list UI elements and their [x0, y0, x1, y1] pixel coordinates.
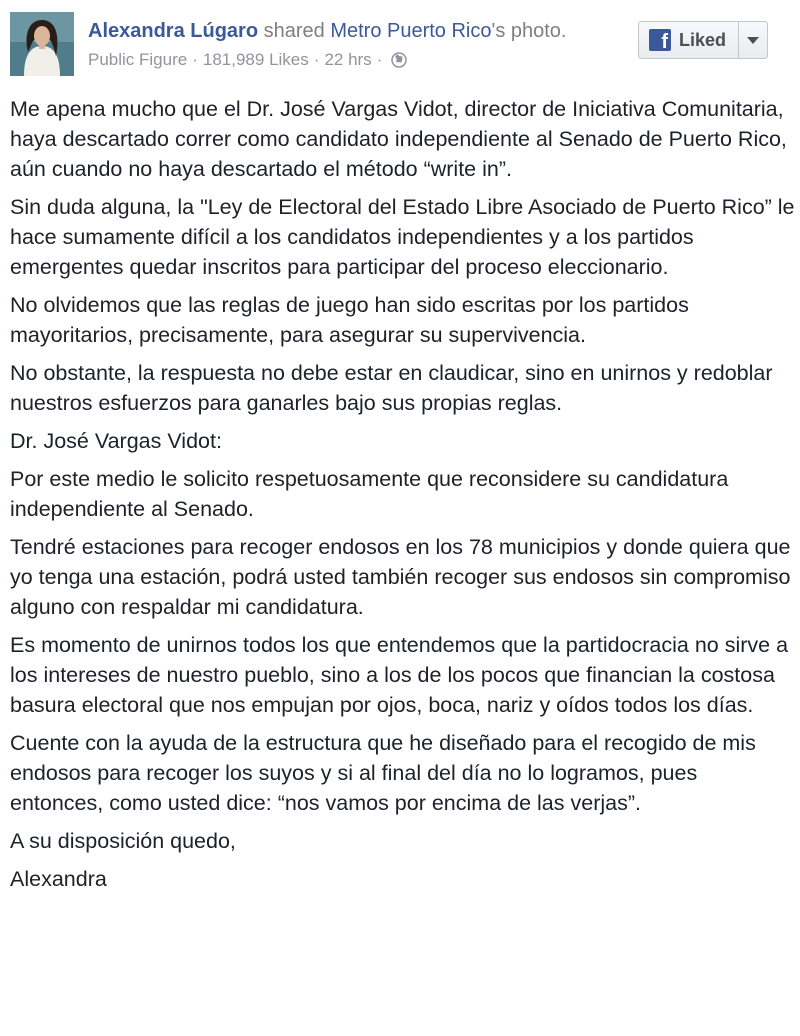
liked-button-group: [638, 21, 768, 59]
post-body: [10, 94, 795, 902]
meta-separator: ·: [376, 50, 383, 69]
post-paragraph: A su disposición quedo,: [10, 829, 236, 853]
like-options-dropdown[interactable]: [738, 22, 767, 58]
page-likes-count[interactable]: 181,989 Likes: [202, 50, 309, 69]
post-paragraph: Cuente con la ayuda de la estructura que he diseñado para el recogido de mis endosos para recoger los suyos y si al final del día no lo logramos, pues entonces, como usted dice: “nos vamos por encima de las verjas”.: [10, 731, 756, 815]
post-timestamp[interactable]: 22 hrs: [324, 50, 372, 69]
meta-separator: ·: [192, 50, 198, 69]
profile-photo: [10, 12, 74, 76]
post-header: [0, 0, 800, 86]
chevron-down-icon: [747, 37, 759, 44]
post-paragraph: No obstante, la respuesta no debe estar en claudicar, sino en unirnos y redoblar nuestros esfuerzos para ganarles bajo sus propias reglas.: [10, 361, 773, 415]
shared-page-link[interactable]: Metro Puerto Rico: [330, 20, 492, 42]
author-name-link[interactable]: Alexandra Lúgaro: [88, 20, 259, 42]
post-signature: Alexandra: [10, 867, 107, 891]
facebook-icon: f: [649, 29, 671, 51]
post-paragraph: Tendré estaciones para recoger endosos en los 78 municipios y donde quiera que yo tenga una estación, podrá usted también recoger sus endosos sin compromiso alguno con respaldar mi candidatura.: [10, 535, 791, 619]
post-paragraph: Dr. José Vargas Vidot:: [10, 429, 222, 453]
meta-separator: ·: [313, 50, 320, 69]
post-meta: [88, 49, 407, 74]
author-category[interactable]: Public Figure: [88, 50, 188, 69]
post-paragraph: Es momento de unirnos todos los que entendemos que la partidocracia no sirve a los intereses de nuestro pueblo, sino a los de los pocos que financian la costosa basura electoral que nos empujan por ojos, boca, nariz y oídos todos los días.: [10, 633, 789, 717]
avatar[interactable]: [10, 12, 74, 76]
globe-icon[interactable]: [391, 52, 407, 74]
shared-text: shared: [263, 20, 325, 42]
shared-suffix: 's photo.: [491, 20, 567, 42]
post-author-line: [88, 18, 566, 44]
post-paragraph: No olvidemos que las reglas de juego han sido escritas por los partidos mayoritarios, precisamente, para asegurar su supervivencia.: [10, 293, 689, 347]
liked-button[interactable]: [639, 22, 738, 58]
liked-label: Liked: [679, 29, 727, 50]
post-paragraph: Sin duda alguna, la "Ley de Electoral del Estado Libre Asociado de Puerto Rico” le hace sumamente difícil a los candidatos independientes y a los partidos emergentes quedar inscritos para participar del proceso eleccionario.: [10, 195, 795, 279]
post-paragraph: Por este medio le solicito respetuosamente que reconsidere su candidatura independiente al Senado.: [10, 467, 729, 521]
post-paragraph: Me apena mucho que el Dr. José Vargas Vidot, director de Iniciativa Comunitaria, haya descartado correr como candidato independiente al Senado de Puerto Rico, aún cuando no haya descartado el método “write in”.: [10, 97, 787, 181]
